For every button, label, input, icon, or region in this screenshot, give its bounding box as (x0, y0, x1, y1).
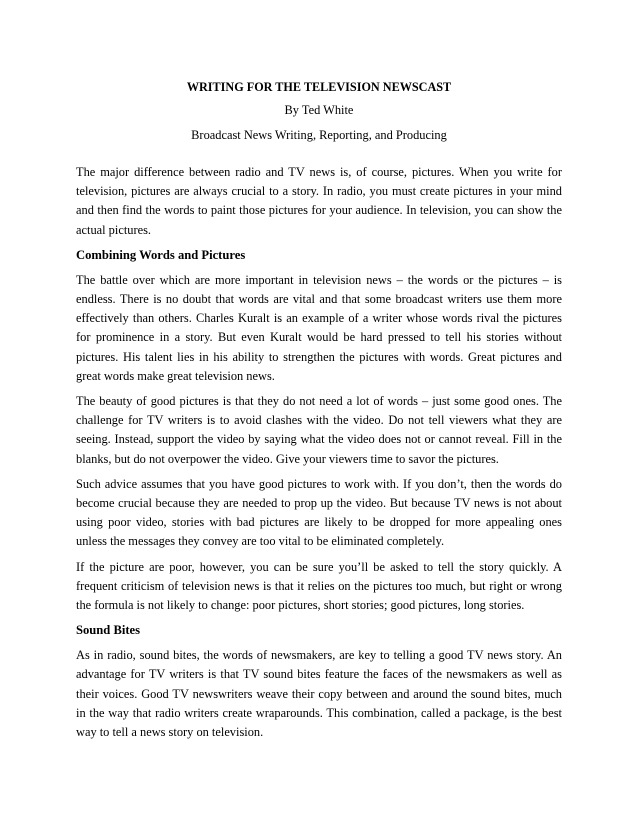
body-paragraph: The battle over which are more important in television news – the words or the pictures – is endless. There is no doubt that words are vital and that some broadcast writers use them more effectively than others. Charles Kuralt is an example of a writer whose words rival the pictures for prominence in a story. But even Kuralt would be hard pressed to tell his stories without pictures. His talent lies in his ability to strengthen the pictures with words. Great pictures and great words make great television news. (76, 272, 562, 383)
body-paragraph: The beauty of good pictures is that they do not need a lot of words – just some good ones. The challenge for TV writers is to avoid clashes with the video. Do not tell viewers what they are seeing. Instead, support the video by saying what the video does not or cannot reveal. Fill in the blanks, but do not overpower the video. Give your viewers time to savor the pictures. (76, 394, 562, 466)
document-title: WRITING FOR THE TELEVISION NEWSCAST (186, 80, 452, 94)
document-subtitle: Broadcast News Writing, Reporting, and Producing (191, 128, 447, 142)
body-paragraph: As in radio, sound bites, the words of newsmakers, are key to telling a good TV news story. An advantage for TV writers is that TV sound bites feature the faces of the newsmakers as well as their voices. Good TV newswriters weave their copy between and around the sound bites, much in the way that radio writers create wraparounds. This combination, called a package, is the best way to tell a news story on television. (76, 648, 562, 740)
section-heading-words-pictures: Combining Words and Pictures (76, 247, 246, 262)
intro-paragraph: The major difference between radio and TV news is, of course, pictures. When you write for television, pictures are always crucial to a story. In radio, you must create pictures in your mind and then find the words to paint those pictures for your audience. In television, you can show the actual pictures. (76, 165, 562, 237)
body-paragraph: Such advice assumes that you have good pictures to work with. If you don’t, then the words do become crucial because they are needed to prop up the video. But because TV news is not about using poor video, stories with bad pictures are likely to be dropped for more appealing ones unless the messages they convey are too vital to be eliminated completely. (76, 476, 562, 549)
section-heading-sound-bites: Sound Bites (76, 623, 141, 638)
body-paragraph: If the picture are poor, however, you can be sure you’ll be asked to tell the story quickly. A frequent criticism of television news is that it relies on the pictures too much, but right or wrong the formula is not likely to change: poor pictures, short stories; good pictures, long stories. (76, 559, 562, 613)
document-author: By Ted White (284, 103, 354, 117)
